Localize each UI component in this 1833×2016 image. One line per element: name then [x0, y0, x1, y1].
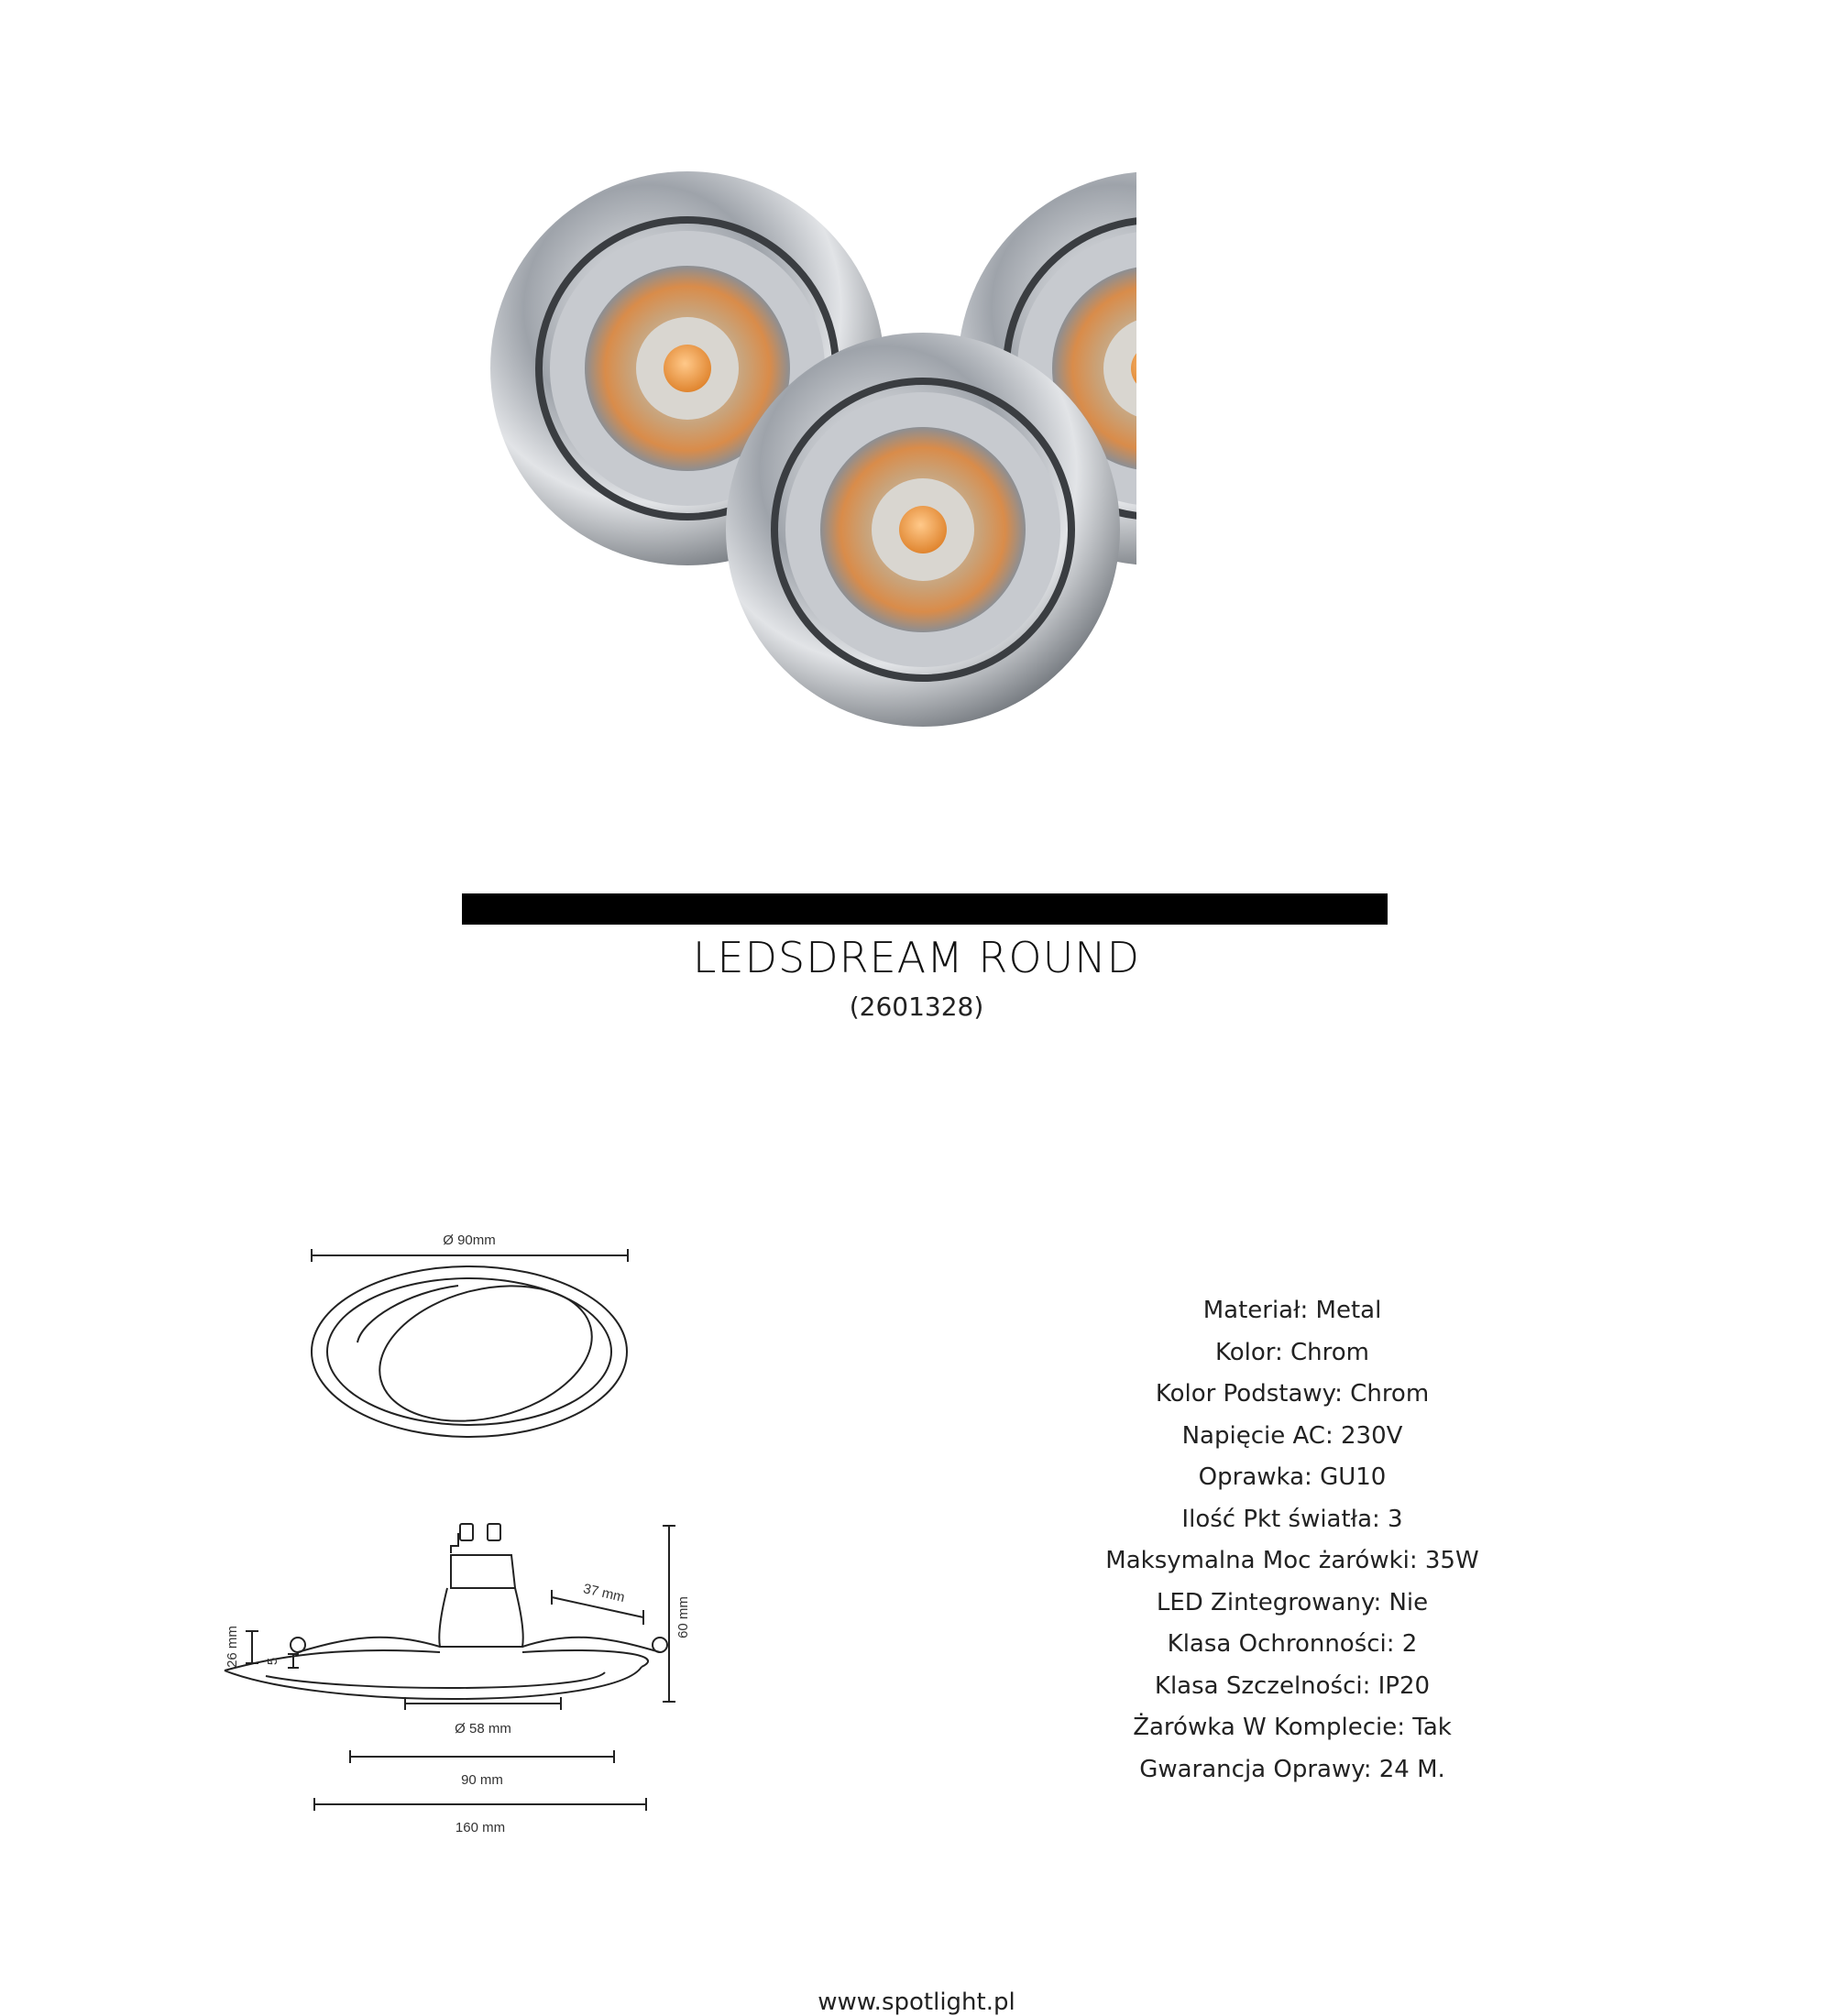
- spec-item: Napięcie AC: 230V: [1181, 1421, 1403, 1450]
- height-label: 60 mm: [675, 1596, 691, 1638]
- top-diameter-dimension: [312, 1249, 628, 1262]
- spec-item: Maksymalna Moc żarówki: 35W: [1105, 1547, 1479, 1574]
- product-name: LEDSDREAM ROUND: [692, 933, 1141, 982]
- tilt-label: 37 mm: [581, 1581, 627, 1606]
- width-90-label: 90 mm: [461, 1772, 503, 1788]
- product-code: (2601328): [849, 992, 984, 1022]
- side-view-outline: [225, 1524, 667, 1699]
- title-bar: [462, 893, 1388, 925]
- spec-item: LED Zintegrowany: Nie: [1156, 1588, 1429, 1616]
- spec-item: Kolor: Chrom: [1214, 1338, 1370, 1366]
- downlight-front: [726, 333, 1120, 727]
- spec-item: Klasa Ochronności: 2: [1167, 1630, 1418, 1658]
- width-160-dimension: [314, 1798, 646, 1811]
- spec-item: Gwarancja Oprawy: 24 M.: [1139, 1755, 1445, 1783]
- width-90-dimension: [350, 1750, 614, 1763]
- top-view-outline: [312, 1265, 627, 1442]
- product-photo: [477, 156, 1136, 733]
- spec-list: [1072, 1290, 1512, 1791]
- spec-item: Kolor Podstawy: Chrom: [1155, 1380, 1430, 1408]
- spec-item: Oprawka: GU10: [1198, 1463, 1387, 1491]
- spec-item: Żarówka W Komplecie: Tak: [1133, 1714, 1452, 1741]
- inner-diameter-label: Ø 58 mm: [455, 1721, 511, 1737]
- footer-url[interactable]: www.spotlight.pl: [818, 1989, 1015, 2016]
- spec-item: Ilość Pkt światła: 3: [1181, 1505, 1403, 1533]
- depth-label: 26 mm: [225, 1626, 240, 1668]
- height-dimension: [663, 1526, 675, 1702]
- spec-item: Materiał: Metal: [1202, 1297, 1382, 1324]
- top-diameter-label: Ø 90mm: [443, 1233, 496, 1248]
- depth-dimension: [246, 1631, 258, 1663]
- technical-drawing: [211, 1214, 706, 1837]
- width-160-label: 160 mm: [455, 1820, 506, 1835]
- spec-item: Klasa Szczelności: IP20: [1154, 1671, 1431, 1700]
- rim-label: 5: [265, 1657, 280, 1666]
